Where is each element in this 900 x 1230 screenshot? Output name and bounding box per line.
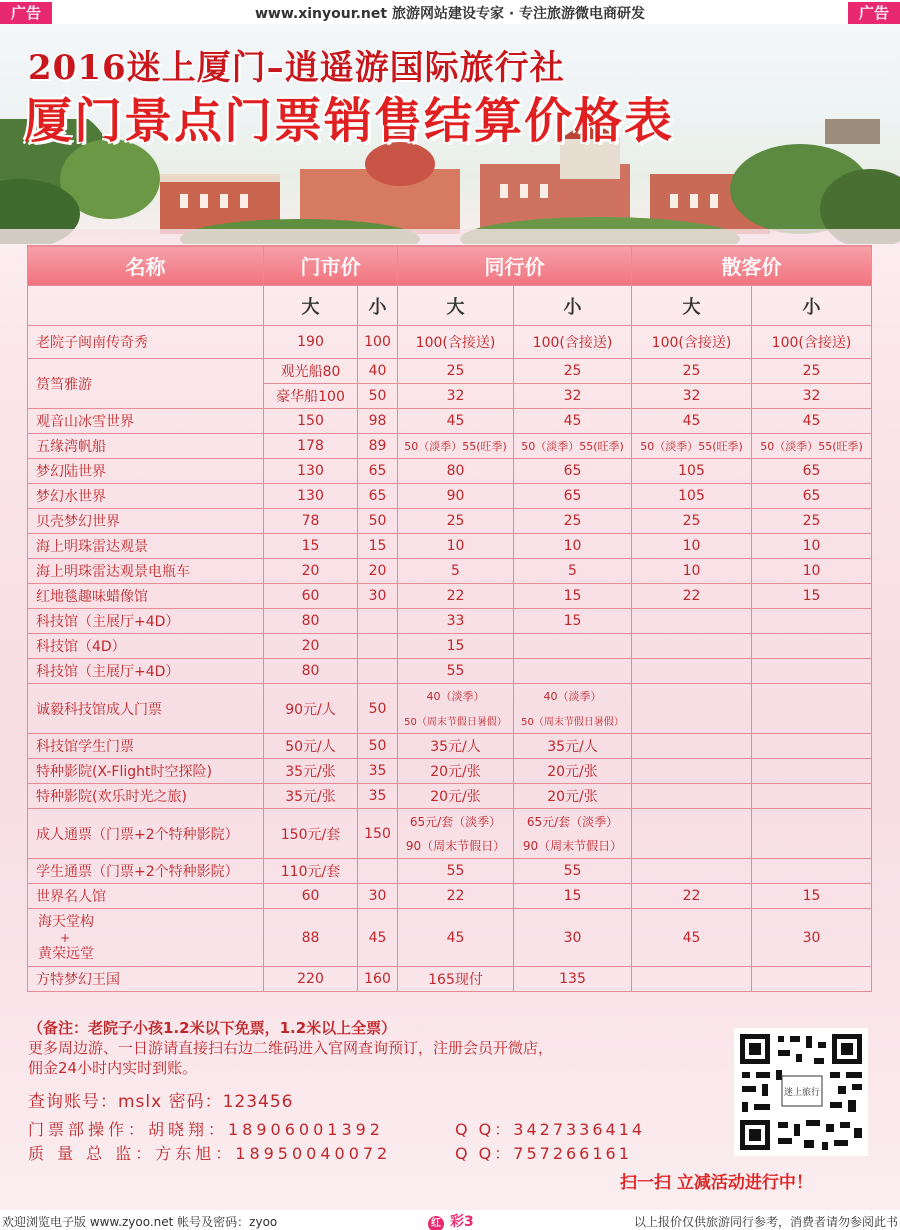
top-banner [0, 0, 900, 24]
cell-name-plus: + [60, 930, 71, 945]
cell-value: 30 [358, 884, 398, 909]
cell-value: 20 [264, 559, 358, 584]
agency-title: 2016迷上厦门–逍遥游国际旅行社 [28, 48, 565, 88]
cell-value: 33 [398, 609, 514, 634]
cell-value: 10 [514, 534, 632, 559]
footer-site-info: 欢迎浏览电子版 www.zyoo.net 帐号及密码：zyoo [2, 1215, 278, 1229]
cell-value [752, 659, 872, 684]
cell-value [632, 634, 752, 659]
cell-name: 红地毯趣味蜡像馆 [28, 584, 264, 609]
cell-value [632, 967, 752, 992]
red-circle-icon: 红 [428, 1216, 444, 1230]
cell-value: 100(含接送) [514, 326, 632, 359]
cell-value: 15 [264, 534, 358, 559]
cell-value: 20 [264, 634, 358, 659]
cell-value: 65 [358, 459, 398, 484]
table-row [28, 326, 872, 359]
cell-value: 55 [514, 859, 632, 884]
cell-name: 梦幻水世界 [28, 484, 264, 509]
cell-value: 5 [398, 559, 514, 584]
subheader-adult: 大 [264, 286, 358, 326]
cell-value: 45 [398, 909, 514, 967]
bottom-banner [0, 1210, 900, 1230]
footer-disclaimer: 以上报价仅供旅游同行参考，消费者请勿参阅此书 [633, 1215, 898, 1229]
cell-value: 80 [264, 609, 358, 634]
cell-value [752, 609, 872, 634]
qr-code[interactable] [734, 1028, 868, 1156]
cell-value [752, 734, 872, 759]
cell-value [632, 759, 752, 784]
cell-value: 22 [398, 584, 514, 609]
cell-value: 22 [632, 884, 752, 909]
contact-ticket: 门票部操作：胡晓翔：18906001392 [28, 1120, 384, 1139]
cell-value [358, 859, 398, 884]
cell-value: 100(含接送) [752, 326, 872, 359]
cell-value: 22 [632, 584, 752, 609]
cell-value: 50元/人 [264, 734, 358, 759]
table-row [28, 584, 872, 609]
cell-name-line: 海天堂构 [38, 913, 94, 930]
table-row [28, 534, 872, 559]
cell-value: 35元/人 [514, 734, 632, 759]
account-info: 查询账号：mslx 密码：123456 [28, 1092, 294, 1112]
cell-value [358, 659, 398, 684]
cell-value [752, 759, 872, 784]
cell-value: 25 [752, 359, 872, 384]
cell-value: 40（淡季） [398, 684, 514, 709]
table-row [28, 684, 872, 709]
subheader-child: 小 [514, 286, 632, 326]
cell-value: 50（周末节假日暑假） [398, 709, 514, 734]
cell-value: 15 [514, 884, 632, 909]
cell-value: 35元/张 [264, 784, 358, 809]
cell-value: 60 [264, 584, 358, 609]
cell-value: 20元/张 [514, 784, 632, 809]
table-row [28, 609, 872, 634]
cell-value: 10 [752, 559, 872, 584]
page-number [428, 1211, 474, 1230]
qr-code-graphic [734, 1028, 868, 1156]
cell-value: 45 [632, 409, 752, 434]
table-row [28, 434, 872, 459]
cell-value: 25 [514, 359, 632, 384]
contact-quality: 质 量 总 监：方东旭：18950040072 [28, 1144, 392, 1163]
table-row [28, 859, 872, 884]
cell-value: 190 [264, 326, 358, 359]
cell-value: 32 [632, 384, 752, 409]
cell-value: 78 [264, 509, 358, 534]
cell-value: 25 [752, 509, 872, 534]
table-row [28, 784, 872, 809]
cell-value [632, 609, 752, 634]
subheader-blank [28, 286, 264, 326]
cell-value: 55 [398, 659, 514, 684]
table-row [28, 509, 872, 534]
cell-value: 50（淡季）55(旺季) [632, 434, 752, 459]
page-label: 彩3 [450, 1214, 474, 1230]
ad-tag-right: 广告 [848, 2, 900, 24]
qr-logo-text: 迷上旅行 [783, 1088, 821, 1098]
cell-value: 20元/张 [514, 759, 632, 784]
table-row [28, 967, 872, 992]
cell-value: 65 [514, 459, 632, 484]
cell-value: 30 [358, 584, 398, 609]
header-walkin: 散客价 [632, 246, 872, 286]
page-title: 厦门景点门票销售结算价格表 [24, 93, 675, 149]
cell-value: 50（淡季）55(旺季) [514, 434, 632, 459]
cell-value: 10 [632, 534, 752, 559]
cell-value: 40 [358, 359, 398, 384]
cell-value: 150 [358, 809, 398, 859]
cell-value: 135 [514, 967, 632, 992]
table-row [28, 759, 872, 784]
cell-value: 观光船80 [264, 359, 358, 384]
cell-value: 45 [358, 909, 398, 967]
subheader-child: 小 [752, 286, 872, 326]
cell-value: 豪华船100 [264, 384, 358, 409]
cell-value: 50 [358, 684, 398, 734]
cell-value: 5 [514, 559, 632, 584]
cell-value [752, 967, 872, 992]
table-row [28, 409, 872, 434]
table-row [28, 734, 872, 759]
cell-value: 55 [398, 859, 514, 884]
cell-name: 五缘湾帆船 [28, 434, 264, 459]
cell-value: 90（周末节假日） [514, 834, 632, 859]
header-banner [0, 24, 900, 244]
site-slogan: www.xinyour.net 旅游网站建设专家 · 专注旅游微电商研发 [254, 6, 646, 22]
cell-value: 100 [358, 326, 398, 359]
cell-name-line: 黄荣远堂 [38, 945, 94, 962]
cell-value: 25 [398, 509, 514, 534]
cell-value: 60 [264, 884, 358, 909]
ad-tag-left: 广告 [0, 2, 52, 24]
cell-value: 15 [514, 584, 632, 609]
cell-name: 海上明珠雷达观景电瓶车 [28, 559, 264, 584]
cell-name: 科技馆学生门票 [28, 734, 264, 759]
cell-value: 90（周末节假日） [398, 834, 514, 859]
cell-value: 32 [514, 384, 632, 409]
cell-value [514, 659, 632, 684]
cell-value: 20元/张 [398, 784, 514, 809]
cell-value: 130 [264, 484, 358, 509]
cell-value: 65 [752, 484, 872, 509]
table-row [28, 484, 872, 509]
cell-value: 178 [264, 434, 358, 459]
cell-value: 35 [358, 784, 398, 809]
cell-value [358, 609, 398, 634]
header-trade: 同行价 [398, 246, 632, 286]
cell-value: 65 [514, 484, 632, 509]
cell-value [752, 859, 872, 884]
cell-name: 科技馆（主展厅+4D） [28, 609, 264, 634]
table-row [28, 809, 872, 834]
cell-value [632, 809, 752, 859]
cell-value: 32 [752, 384, 872, 409]
cell-value: 90 [398, 484, 514, 509]
cell-value: 89 [358, 434, 398, 459]
cell-name: 世界名人馆 [28, 884, 264, 909]
cell-value: 25 [632, 509, 752, 534]
cell-name: 特种影院(欢乐时光之旅) [28, 784, 264, 809]
cell-value: 35元/张 [264, 759, 358, 784]
cell-value: 20元/张 [398, 759, 514, 784]
cell-value [632, 684, 752, 734]
cell-value [358, 634, 398, 659]
header-name: 名称 [28, 246, 264, 286]
cell-name: 学生通票（门票+2个特种影院） [28, 859, 264, 884]
cell-name: 诚毅科技馆成人门票 [28, 684, 264, 734]
cell-value: 15 [398, 634, 514, 659]
cell-value: 45 [752, 409, 872, 434]
subheader-child: 小 [358, 286, 398, 326]
table-row [28, 659, 872, 684]
subheader-adult: 大 [398, 286, 514, 326]
cell-value: 15 [514, 609, 632, 634]
cell-value: 105 [632, 484, 752, 509]
cell-value: 22 [398, 884, 514, 909]
cell-value: 20 [358, 559, 398, 584]
cell-value: 15 [358, 534, 398, 559]
qq-quality: Q Q：757266161 [455, 1144, 632, 1163]
cell-name: 筼筜雅游 [28, 359, 264, 409]
cell-value: 10 [752, 534, 872, 559]
table-row [28, 884, 872, 909]
cell-value: 32 [398, 384, 514, 409]
cell-name: 科技馆（4D） [28, 634, 264, 659]
cell-value: 80 [264, 659, 358, 684]
cell-name: 老院子闽南传奇秀 [28, 326, 264, 359]
cell-name: 科技馆（主展厅+4D） [28, 659, 264, 684]
cell-name: 梦幻陆世界 [28, 459, 264, 484]
cell-value [632, 784, 752, 809]
subheader-adult: 大 [632, 286, 752, 326]
price-table [27, 245, 872, 992]
notes-section [28, 1018, 708, 1078]
cell-value [752, 784, 872, 809]
scan-promo: 扫一扫 立减活动进行中！ [620, 1173, 813, 1193]
note-children: （备注：老院子小孩1.2米以下免票，1.2米以上全票） [28, 1019, 397, 1037]
cell-value: 65 [752, 459, 872, 484]
cell-value: 50 [358, 384, 398, 409]
cell-value: 100(含接送) [398, 326, 514, 359]
cell-value [752, 634, 872, 659]
cell-value: 25 [398, 359, 514, 384]
cell-name: 方特梦幻王国 [28, 967, 264, 992]
cell-value: 150元/套 [264, 809, 358, 859]
cell-value [514, 634, 632, 659]
cell-value: 160 [358, 967, 398, 992]
cell-value [632, 734, 752, 759]
cell-value: 15 [752, 584, 872, 609]
cell-name: 贝壳梦幻世界 [28, 509, 264, 534]
cell-value: 25 [632, 359, 752, 384]
cell-value: 35 [358, 759, 398, 784]
cell-value: 50（淡季）55(旺季) [398, 434, 514, 459]
cell-value: 50（淡季）55(旺季) [752, 434, 872, 459]
cell-value: 50 [358, 509, 398, 534]
cell-value: 165现付 [398, 967, 514, 992]
cell-value [632, 659, 752, 684]
cell-value: 30 [752, 909, 872, 967]
cell-name: 特种影院(X-Flight时空探险) [28, 759, 264, 784]
cell-value: 90元/人 [264, 684, 358, 734]
cell-value: 150 [264, 409, 358, 434]
table-row [28, 909, 872, 967]
cell-value: 25 [514, 509, 632, 534]
table-row [28, 634, 872, 659]
cell-value: 100(含接送) [632, 326, 752, 359]
cell-value: 45 [632, 909, 752, 967]
cell-value: 45 [514, 409, 632, 434]
cell-value: 130 [264, 459, 358, 484]
table-row [28, 459, 872, 484]
cell-name: 成人通票（门票+2个特种影院） [28, 809, 264, 859]
cell-value [632, 859, 752, 884]
cell-value: 10 [398, 534, 514, 559]
header-retail: 门市价 [264, 246, 398, 286]
cell-value: 40（淡季） [514, 684, 632, 709]
note-commission: 佣金24小时内实时到账。 [28, 1059, 198, 1077]
cell-value: 45 [398, 409, 514, 434]
cell-name [28, 909, 264, 967]
table-row [28, 559, 872, 584]
cell-value: 65元/套（淡季） [398, 809, 514, 834]
table-row [28, 359, 872, 384]
cell-name: 观音山冰雪世界 [28, 409, 264, 434]
cell-value: 220 [264, 967, 358, 992]
cell-value: 50 [358, 734, 398, 759]
cell-value: 80 [398, 459, 514, 484]
cell-value: 110元/套 [264, 859, 358, 884]
cell-name: 海上明珠雷达观景 [28, 534, 264, 559]
cell-value: 65 [358, 484, 398, 509]
cell-value: 35元/人 [398, 734, 514, 759]
cell-value: 15 [752, 884, 872, 909]
qq-ticket: Q Q：3427336414 [455, 1120, 646, 1139]
cell-value [752, 809, 872, 859]
cell-value: 98 [358, 409, 398, 434]
cell-value: 50（周末节假日暑假） [514, 709, 632, 734]
note-qr: 更多周边游、一日游请直接扫右边二维码进入官网查询预订，注册会员开微店， [28, 1039, 554, 1057]
cell-value: 88 [264, 909, 358, 967]
cell-value: 105 [632, 459, 752, 484]
cell-value: 10 [632, 559, 752, 584]
cell-value: 65元/套（淡季） [514, 809, 632, 834]
cell-value: 30 [514, 909, 632, 967]
cell-value [752, 684, 872, 734]
